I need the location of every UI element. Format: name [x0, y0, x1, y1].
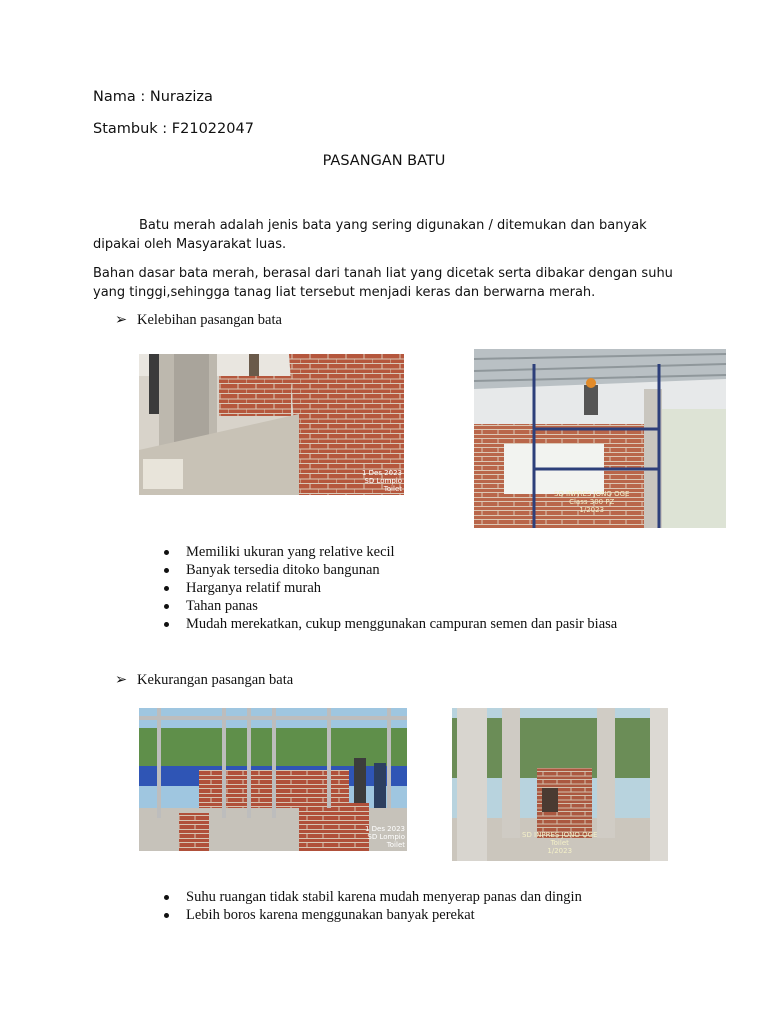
arrow-bullet-icon: ➢	[115, 312, 128, 328]
page-title: PASANGAN BATU	[322, 153, 446, 169]
dot-bullet-icon	[164, 622, 169, 627]
dot-bullet-icon	[164, 586, 169, 591]
disadvantages-list	[139, 888, 582, 924]
dot-bullet-icon	[164, 604, 169, 609]
photo-caption: SD INPRES JONO OGE Toilet 1/2023	[522, 831, 598, 855]
photo-caption: 1 Des 2023 SD Lompio Toilet	[364, 825, 405, 849]
advantages-list	[139, 543, 617, 633]
list-item: Harganya relatif murah	[139, 579, 617, 597]
dot-bullet-icon	[164, 913, 169, 918]
intro-paragraph-2: Bahan dasar bata merah, berasal dari tanah liat yang dicetak serta dibakar dengan suhu yang tinggi,sehingga tanag liat tersebut menjadi keras dan berwarna merah.	[93, 266, 673, 300]
student-id: Stambuk : F21022047	[93, 121, 254, 137]
disadvantages-heading-text: Kekurangan pasangan bata	[137, 672, 294, 688]
scaffolding-photo	[474, 349, 726, 528]
photo-caption: 1 Des 2023 SD Lompio Toilet	[361, 469, 402, 493]
intro-paragraph-1: Batu merah adalah jenis bata yang sering digunakan / ditemukan dan banyak dipakai oleh Masyarakat luas.	[93, 218, 647, 252]
student-name: Nama : Nuraziza	[93, 89, 213, 105]
construction-site-photo	[139, 708, 407, 851]
arrow-bullet-icon: ➢	[115, 672, 128, 688]
dot-bullet-icon	[164, 895, 169, 900]
dot-bullet-icon	[164, 568, 169, 573]
column-work-photo	[452, 708, 668, 861]
list-item: Memiliki ukuran yang relative kecil	[139, 543, 617, 561]
advantages-heading-text: Kelebihan pasangan bata	[137, 312, 282, 328]
list-item: Banyak tersedia ditoko bangunan	[139, 561, 617, 579]
list-item: Suhu ruangan tidak stabil karena mudah menyerap panas dan dingin	[139, 888, 582, 906]
list-item: Tahan panas	[139, 597, 617, 615]
advantages-heading	[115, 312, 282, 329]
photo-caption: SD INPRES JONO OGE Class 300 PZ 1/2023	[554, 490, 630, 514]
disadvantages-heading	[115, 672, 293, 689]
list-item: Mudah merekatkan, cukup menggunakan campuran semen dan pasir biasa	[139, 615, 617, 633]
dot-bullet-icon	[164, 550, 169, 555]
list-item: Lebih boros karena menggunakan banyak perekat	[139, 906, 582, 924]
brick-wall-photo	[139, 354, 404, 495]
